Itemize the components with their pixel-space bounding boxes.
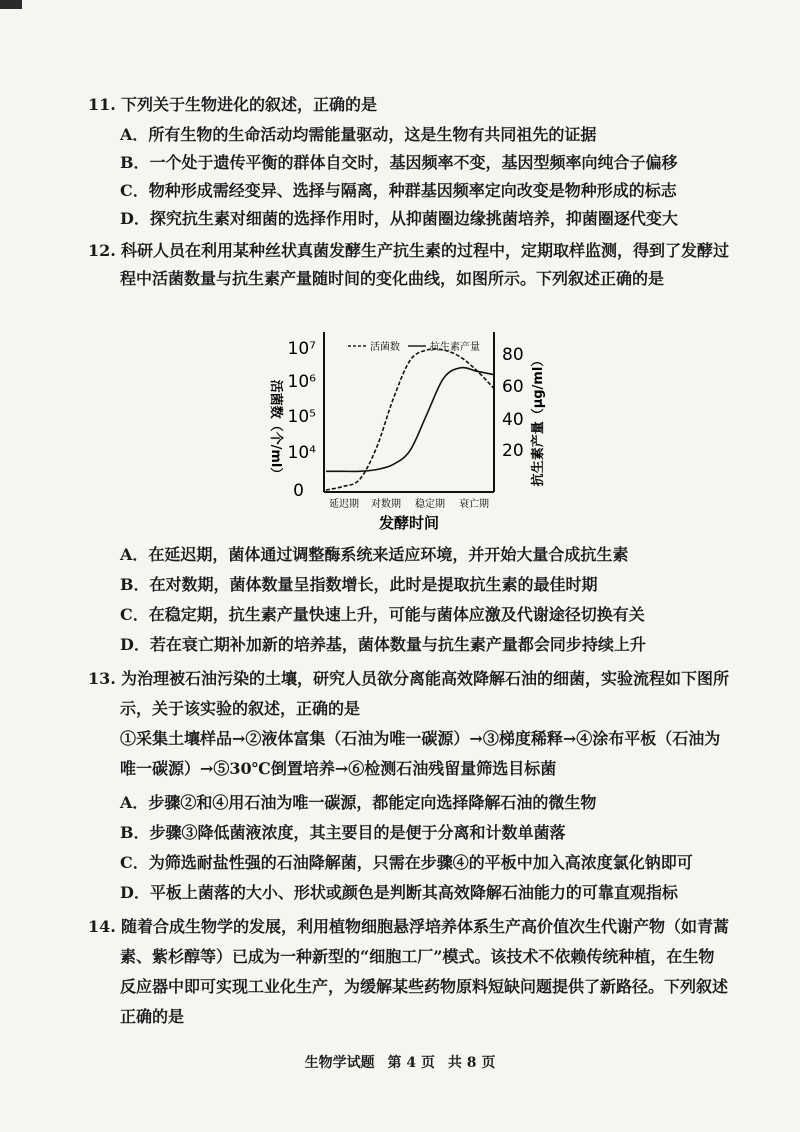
question-13-option-d[interactable]: D．平板上菌落的大小、形状或颜色是判断其高效降解石油能力的可靠直观指标	[120, 883, 678, 902]
question-14-stem-line-2: 素、紫杉醇等）已成为一种新型的“细胞工厂”模式。该技术不依赖传统种植，在生物	[120, 947, 715, 966]
footer-page: 第 4 页	[387, 1055, 435, 1071]
question-11-option-b[interactable]: B．一个处于遗传平衡的群体自交时，基因频率不变，基因型频率向纯合子偏移	[120, 153, 678, 172]
question-11-option-a[interactable]: A．所有生物的生命活动均需能量驱动，这是生物有共同祖先的证据	[120, 125, 597, 144]
question-13-option-c[interactable]: C．为筛选耐盐性强的石油降解菌，只需在步骤④的平板中加入高浓度氯化钠即可	[120, 853, 693, 872]
page-footer	[0, 1052, 800, 1072]
left-tick-label: 10⁷	[287, 339, 316, 359]
right-tick-label: 60	[502, 377, 524, 397]
question-13-stem: 13. 为治理被石油污染的土壤，研究人员欲分离能高效降解石油的细菌，实验流程如下图所	[88, 669, 729, 688]
question-11-option-c[interactable]: C．物种形成需经变异、选择与隔离，种群基因频率定向改变是物种形成的标志	[120, 181, 677, 200]
left-tick-labels	[288, 339, 317, 501]
legend-label-live-count: 活菌数	[370, 342, 400, 353]
question-13-option-b[interactable]: B．步骤③降低菌液浓度，其主要目的是便于分离和计数单菌落	[120, 823, 566, 842]
phase-label: 稳定期	[415, 499, 445, 510]
phase-label: 衰亡期	[459, 499, 489, 510]
question-12-option-a[interactable]: A．在延迟期，菌体通过调整酶系统来适应环境，并开始大量合成抗生素	[120, 545, 629, 564]
live-count-curve	[326, 349, 494, 490]
question-13-stem-line-2: 示，关于该实验的叙述，正确的是	[120, 699, 361, 718]
question-12-option-b[interactable]: B．在对数期，菌体数量呈指数增长，此时是提取抗生素的最佳时期	[120, 575, 598, 594]
left-tick-label: 0	[293, 481, 304, 501]
legend-label-antibiotic: 抗生素产量	[430, 342, 480, 353]
question-12-option-c[interactable]: C．在稳定期，抗生素产量快速上升，可能与菌体应激及代谢途径切换有关	[120, 605, 645, 624]
footer-total: 共 8 页	[447, 1055, 496, 1071]
phase-label: 延迟期	[329, 499, 359, 510]
left-tick-label: 10⁶	[287, 372, 316, 392]
left-tick-label: 10⁵	[287, 407, 316, 427]
left-tick-label: 10⁴	[287, 443, 316, 463]
legend	[348, 340, 480, 353]
right-tick-label: 40	[502, 410, 524, 430]
fermentation-chart	[254, 330, 554, 530]
right-tick-label: 80	[502, 345, 524, 365]
right-tick-labels	[502, 345, 524, 461]
question-14-stem-line-4: 正确的是	[120, 1007, 185, 1026]
right-tick-label: 20	[502, 441, 524, 461]
question-12-option-d[interactable]: D．若在衰亡期补加新的培养基，菌体数量与抗生素产量都会同步持续上升	[120, 635, 646, 654]
question-12-stem-line-2: 程中活菌数量与抗生素产量随时间的变化曲线，如图所示。下列叙述正确的是	[120, 269, 665, 288]
question-14-stem: 14. 随着合成生物学的发展，利用植物细胞悬浮培养体系生产高价值次生代谢产物（如青蒿	[88, 917, 729, 936]
question-13-procedure-line-2: 唯一碳源）→⑤30℃倒置培养→⑥检测石油残留量筛选目标菌	[120, 759, 557, 778]
question-11-option-d[interactable]: D．探究抗生素对细菌的选择作用时，从抑菌圈边缘挑菌培养，抑菌圈逐代变大	[120, 209, 678, 228]
y-left-label: 活菌数（个/ml）	[268, 379, 283, 481]
y-right-label: 抗生素产量（μg/ml）	[531, 353, 546, 487]
x-axis-label: 发酵时间	[378, 514, 440, 530]
question-13-procedure-line-1: ①采集土壤样品→②液体富集（石油为唯一碳源）→③梯度稀释→④涂布平板（石油为	[120, 729, 721, 748]
footer-subject: 生物学试题	[304, 1055, 375, 1071]
phase-label: 对数期	[371, 499, 401, 510]
antibiotic-curve	[326, 368, 494, 472]
question-14-stem-line-3: 反应器中即可实现工业化生产，为缓解某些药物原料短缺问题提供了新路径。下列叙述	[120, 977, 729, 996]
question-12-stem: 12. 科研人员在利用某种丝状真菌发酵生产抗生素的过程中，定期取样监测，得到了发酵过	[88, 241, 729, 260]
question-11-stem: 11. 下列关于生物进化的叙述，正确的是	[88, 95, 377, 114]
phase-labels	[329, 497, 489, 510]
question-13-option-a[interactable]: A．步骤②和④用石油为唯一碳源，都能定向选择降解石油的微生物	[120, 793, 597, 812]
